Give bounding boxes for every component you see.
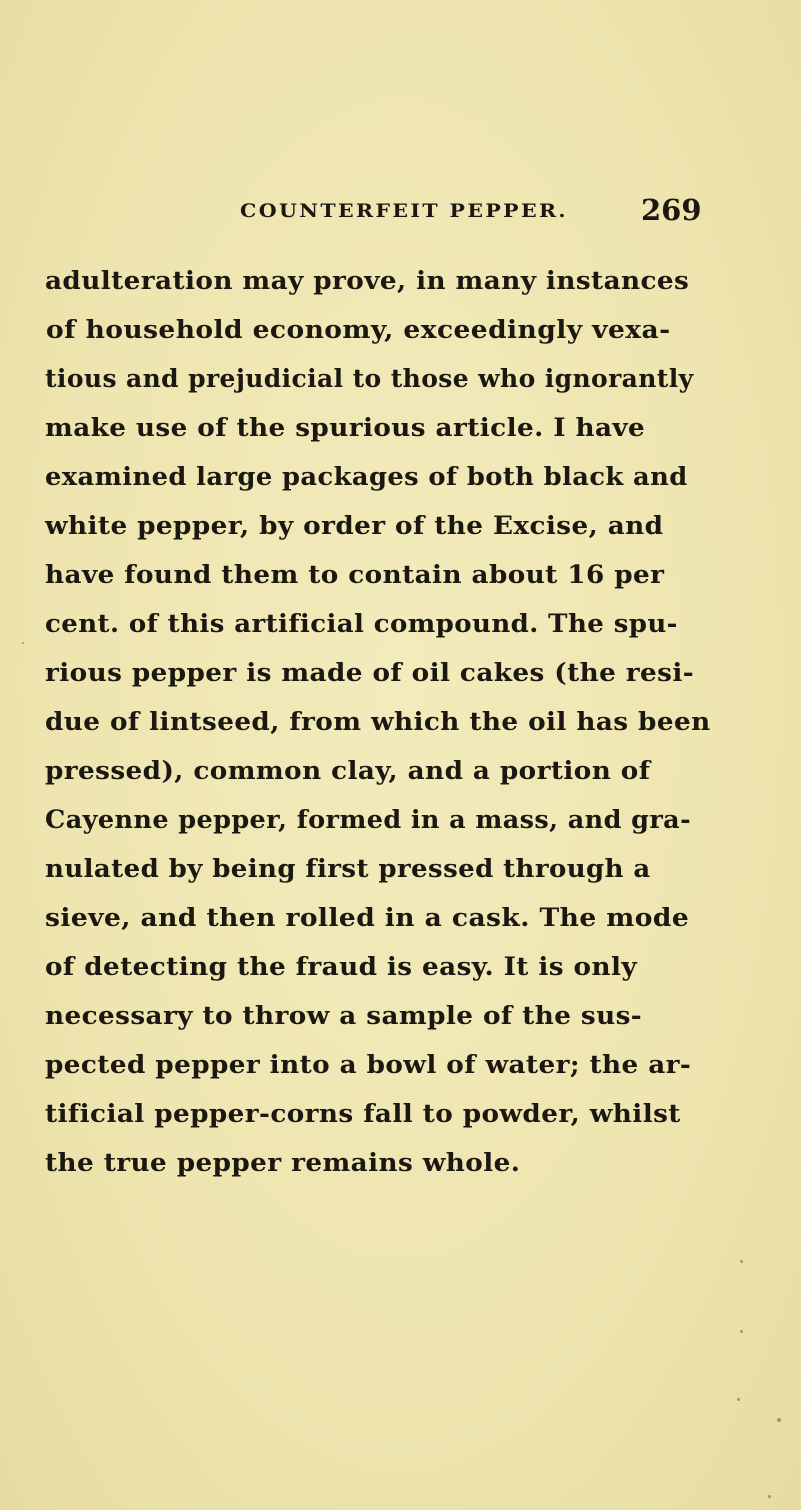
text-line: the true pepper remains whole. — [45, 1148, 521, 1178]
text-line: nulated by being first pressed through a — [45, 854, 651, 884]
paper-speck — [740, 1260, 743, 1263]
paper-speck — [740, 1330, 743, 1333]
text-line: pected pepper into a bowl of water; the ar- — [45, 1050, 692, 1080]
text-line: examined large packages of both black and — [45, 462, 688, 492]
page-number: 269 — [641, 193, 702, 227]
text-line: white pepper, by order of the Excise, and — [45, 511, 664, 541]
paper-speck — [768, 1495, 771, 1498]
paper-speck — [777, 1418, 781, 1422]
text-line: necessary to throw a sample of the sus- — [45, 1001, 643, 1031]
text-line: cent. of this artificial compound. The spu- — [45, 609, 678, 639]
paper-speck — [22, 642, 24, 644]
text-line: make use of the spurious article. I have — [45, 413, 646, 443]
running-head — [240, 193, 700, 233]
text-line: tificial pepper-corns fall to powder, whilst — [45, 1099, 681, 1129]
text-line: pressed), common clay, and a portion of — [45, 756, 651, 786]
text-line: of household economy, exceedingly vexa- — [46, 315, 671, 345]
text-line: sieve, and then rolled in a cask. The mode — [45, 903, 690, 933]
text-line: rious pepper is made of oil cakes (the resi- — [45, 658, 695, 688]
text-line: of detecting the fraud is easy. It is only — [45, 952, 638, 982]
text-line: have found them to contain about 16 per — [45, 560, 665, 590]
text-line: due of lintseed, from which the oil has been — [45, 707, 711, 737]
running-head-title: COUNTERFEIT PEPPER. — [240, 200, 568, 222]
paper-speck — [737, 1398, 740, 1401]
text-line: Cayenne pepper, formed in a mass, and gra- — [45, 805, 692, 835]
text-line: adulteration may prove, in many instances — [45, 266, 690, 296]
body-text — [38, 262, 738, 1192]
text-line: tious and prejudicial to those who ignorantly — [45, 364, 694, 394]
